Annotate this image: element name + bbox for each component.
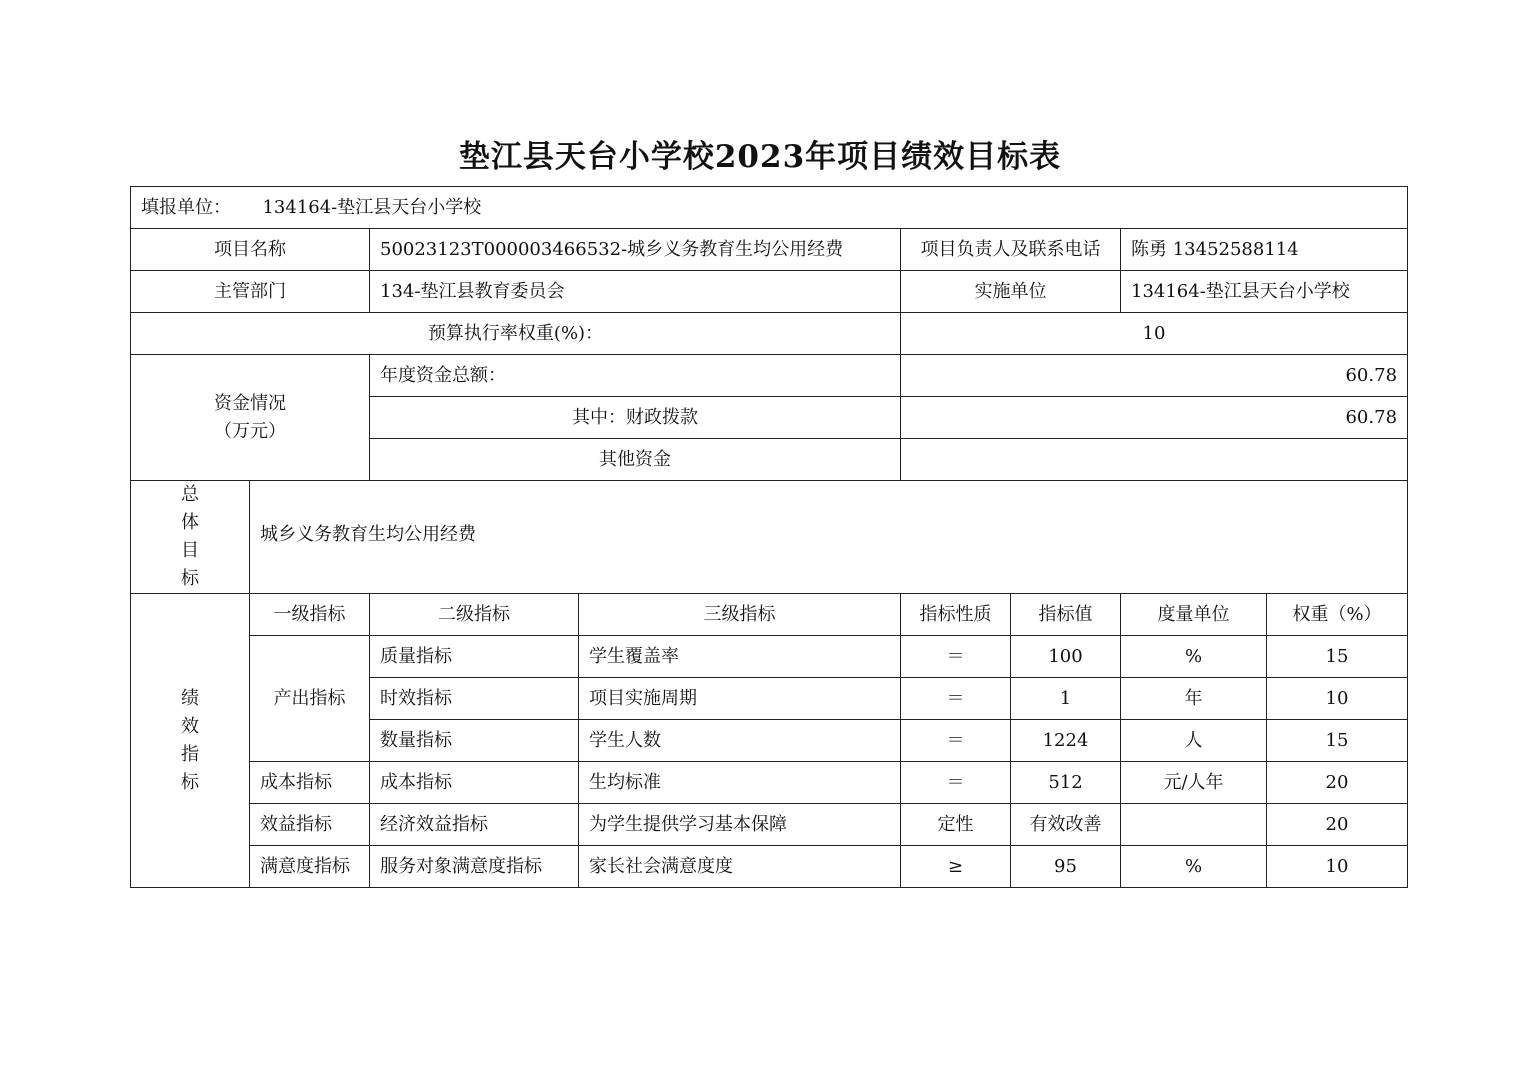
funds-label-line2: （万元） (214, 420, 286, 442)
header-nature: 指标性质 (901, 594, 1011, 636)
unit-cell: 元/人年 (1121, 762, 1267, 804)
value-cell: 512 (1011, 762, 1121, 804)
level3-cell: 为学生提供学习基本保障 (579, 804, 901, 846)
unit-cell: % (1121, 636, 1267, 678)
indicator-header-row (131, 594, 1408, 636)
table-row (131, 846, 1408, 888)
level3-cell: 生均标准 (579, 762, 901, 804)
goal-label (131, 481, 250, 594)
page-title: 垫江县天台小学校2023年项目绩效目标表 (458, 139, 1062, 175)
level2-cell: 成本指标 (370, 762, 579, 804)
impl-unit-label: 实施单位 (901, 271, 1121, 313)
fill-unit-row (131, 187, 1408, 229)
header-level2: 二级指标 (370, 594, 579, 636)
level2-cell: 服务对象满意度指标 (370, 846, 579, 888)
weight-cell: 10 (1267, 678, 1408, 720)
nature-cell: ＝ (901, 678, 1011, 720)
level1-cell: 产出指标 (250, 636, 370, 762)
weight-cell: 15 (1267, 636, 1408, 678)
level2-cell: 数量指标 (370, 720, 579, 762)
weight-cell: 20 (1267, 762, 1408, 804)
header-level1: 一级指标 (250, 594, 370, 636)
nature-cell: ≥ (901, 846, 1011, 888)
weight-cell: 20 (1267, 804, 1408, 846)
funds-fiscal-value: 60.78 (901, 397, 1408, 439)
table-row (131, 804, 1408, 846)
goal-label-char: 总 (181, 484, 199, 505)
unit-cell: 人 (1121, 720, 1267, 762)
dept-row (131, 271, 1408, 313)
value-cell: 95 (1011, 846, 1121, 888)
indicator-label-char: 指 (181, 743, 199, 765)
funds-label-line1: 资金情况 (214, 392, 286, 414)
budget-weight-label: 预算执行率权重(%)： (131, 313, 901, 355)
dept-value: 134-垫江县教育委员会 (370, 271, 901, 313)
dept-label: 主管部门 (131, 271, 370, 313)
indicator-label-char: 绩 (181, 687, 199, 709)
project-name-value: 50023123T000003466532-城乡义务教育生均公用经费 (370, 229, 901, 271)
goal-label-char: 体 (181, 512, 199, 533)
budget-weight-value: 10 (901, 313, 1408, 355)
weight-cell: 15 (1267, 720, 1408, 762)
level1-cell: 效益指标 (250, 804, 370, 846)
goal-value: 城乡义务教育生均公用经费 (250, 481, 1408, 594)
nature-cell: ＝ (901, 636, 1011, 678)
level3-cell: 家长社会满意度度 (579, 846, 901, 888)
unit-cell: % (1121, 846, 1267, 888)
value-cell: 100 (1011, 636, 1121, 678)
value-cell: 1224 (1011, 720, 1121, 762)
performance-table (130, 186, 1408, 888)
header-value: 指标值 (1011, 594, 1121, 636)
indicator-label (131, 594, 250, 888)
project-name-label: 项目名称 (131, 229, 370, 271)
nature-cell: 定性 (901, 804, 1011, 846)
funds-label (131, 355, 370, 481)
nature-cell: ＝ (901, 762, 1011, 804)
indicator-label-char: 标 (181, 771, 199, 793)
impl-unit-value: 134164-垫江县天台小学校 (1121, 271, 1408, 313)
level3-cell: 学生人数 (579, 720, 901, 762)
level1-cell: 满意度指标 (250, 846, 370, 888)
level2-cell: 经济效益指标 (370, 804, 579, 846)
header-weight: 权重（%） (1267, 594, 1408, 636)
level2-cell: 时效指标 (370, 678, 579, 720)
goal-label-char: 目 (181, 540, 199, 561)
goal-label-char: 标 (181, 568, 199, 589)
funds-annual-value: 60.78 (901, 355, 1408, 397)
value-cell: 有效改善 (1011, 804, 1121, 846)
table-row (131, 762, 1408, 804)
project-leader-label: 项目负责人及联系电话 (901, 229, 1121, 271)
level3-cell: 学生覆盖率 (579, 636, 901, 678)
fill-unit-label: 填报单位： (141, 196, 231, 218)
funds-other-value (901, 439, 1408, 481)
funds-annual-label: 年度资金总额： (370, 355, 901, 397)
nature-cell: ＝ (901, 720, 1011, 762)
unit-cell: 年 (1121, 678, 1267, 720)
fill-unit-value: 134164-垫江县天台小学校 (262, 196, 482, 218)
level1-cell: 成本指标 (250, 762, 370, 804)
table-row (131, 636, 1408, 678)
project-leader-value: 陈勇 13452588114 (1121, 229, 1408, 271)
budget-weight-row (131, 313, 1408, 355)
funds-fiscal-label: 其中：财政拨款 (370, 397, 901, 439)
project-name-row (131, 229, 1408, 271)
weight-cell: 10 (1267, 846, 1408, 888)
level2-cell: 质量指标 (370, 636, 579, 678)
fill-unit-cell (131, 187, 1408, 229)
value-cell: 1 (1011, 678, 1121, 720)
level3-cell: 项目实施周期 (579, 678, 901, 720)
header-unit: 度量单位 (1121, 594, 1267, 636)
funds-other-label: 其他资金 (370, 439, 901, 481)
unit-cell (1121, 804, 1267, 846)
header-level3: 三级指标 (579, 594, 901, 636)
indicator-label-char: 效 (181, 715, 199, 737)
funds-annual-row (131, 355, 1408, 397)
goal-row (131, 481, 1408, 594)
